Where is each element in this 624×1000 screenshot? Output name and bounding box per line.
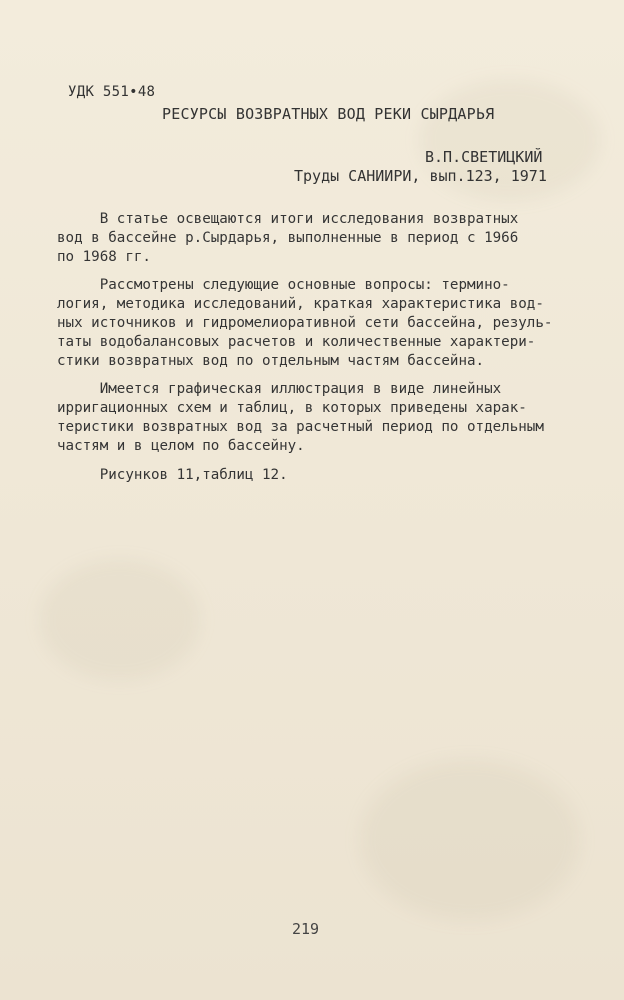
paragraph-1	[57, 210, 567, 266]
text-line: стики возвратных вод по отдельным частям бассейна.	[57, 352, 485, 369]
text-line: ирригационных схем и таблиц, в которых приведены харак-	[57, 400, 527, 417]
text-line: по 1968 гг.	[57, 248, 151, 265]
paper-stain	[40, 560, 200, 680]
text-line: Рассмотрены следующие основные вопросы: термино-	[57, 277, 510, 294]
text-line: Рисунков 11,таблиц 12.	[57, 466, 288, 483]
author-name: В.П.СВЕТИЦКИЙ	[425, 148, 543, 166]
paragraph-3	[57, 380, 567, 455]
text-line: частям и в целом по бассейну.	[57, 437, 305, 454]
paper-stain	[360, 760, 580, 920]
publication-source: Труды САНИИРИ, вып.123, 1971	[294, 167, 547, 185]
text-line: В статье освещаются итоги исследования возвратных	[57, 211, 519, 227]
paragraph-4	[57, 466, 567, 485]
page-number: 219	[292, 920, 320, 938]
text-line: теристики возвратных вод за расчетный период по отдельным	[57, 418, 544, 435]
text-line: вод в бассейне р.Сырдарья, выполненные в период с 1966	[57, 229, 519, 246]
text-line: ных источников и гидромелиоративной сети бассейна, резуль-	[57, 314, 553, 331]
text-line: Имеется графическая иллюстрация в виде линейных	[57, 381, 502, 398]
text-line: логия, методика исследований, краткая характеристика вод-	[57, 296, 544, 313]
abstract-body	[57, 210, 567, 494]
paragraph-2	[57, 276, 567, 370]
text-line: таты водобалансовых расчетов и количественные характери-	[57, 333, 536, 350]
document-title: РЕСУРСЫ ВОЗВРАТНЫХ ВОД РЕКИ СЫРДАРЬЯ	[162, 105, 495, 123]
udc-code: УДК 551•48	[68, 84, 156, 100]
